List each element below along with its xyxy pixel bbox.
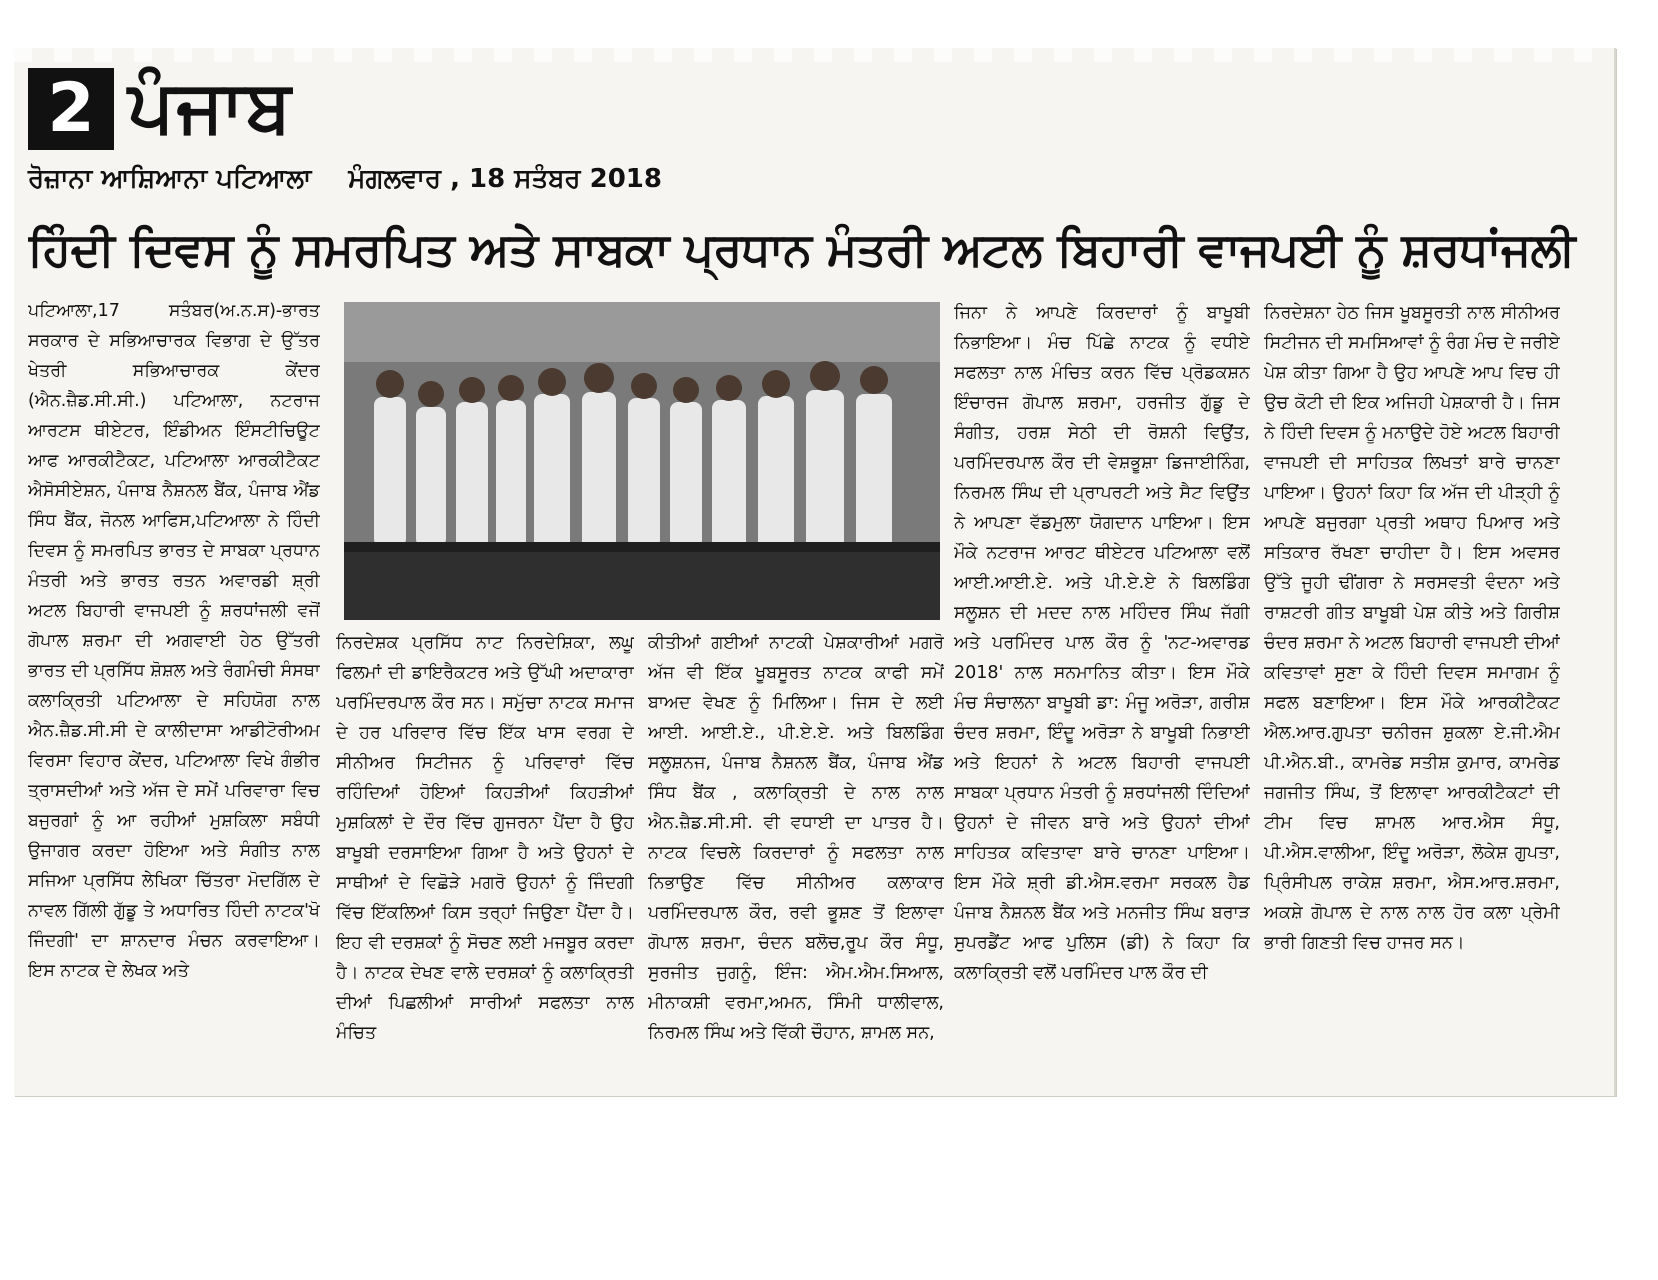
article-column-2: ਨਿਰਦੇਸ਼ਕ ਪ੍ਰਸਿੱਧ ਨਾਟ ਨਿਰਦੇਸ਼ਿਕਾ, ਲਘੂ ਫਿਲਮਾਂ ਦੀ ਡਾਇਰੈਕਟਰ ਅਤੇ ਉੱਘੀ ਅਦਾਕਾਰਾ ਪਰਮਿੰਦਰਪਾਲ ਕੌਰ ਸਨ। ਸਮੁੱਚਾ ਨਾਟਕ ਸਮਾਜ ਦੇ ਹਰ ਪਰਿਵਾਰ ਵਿੱਚ ਇੱਕ ਖਾਸ ਵਰਗ ਦੇ ਸੀਨੀਅਰ ਸਿਟੀਜਨ ਨੂੰ ਪਰਿਵਾਰਾਂ ਵਿੱਚ ਰਹਿੰਦਿਆਂ ਹੋਇਆਂ ਕਿਹੜੀਆਂ ਕਿਹੜੀਆਂ ਮੁਸ਼ਕਿਲਾਂ ਦੇ ਦੌਰ ਵਿੱਚ ਗੁਜਰਨਾ ਪੈਂਦਾ ਹੈ ਉਹ ਬਾਖੂਬੀ ਦਰਸਾਇਆ ਗਿਆ ਹੈ ਅਤੇ ਉਹਨਾਂ ਦੇ ਸਾਥੀਆਂ ਦੇ ਵਿਛੋੜੇ ਮਗਰੋ ਉਹਨਾਂ ਨੂੰ ਜਿੰਦਗੀ ਵਿੱਚ ਇੱਕਲਿਆਂ ਕਿਸ ਤਰ੍ਹਾਂ ਜਿਉਣਾ ਪੈਂਦਾ ਹੈ। ਇਹ ਵੀ ਦਰਸ਼ਕਾਂ ਨੂੰ ਸੋਚਣ ਲਈ ਮਜਬੂਰ ਕਰਦਾ ਹੈ। ਨਾਟਕ ਦੇਖਣ ਵਾਲੇ ਦਰਸ਼ਕਾਂ ਨੂੰ ਕਲਾਕ੍ਰਿਤੀ ਦੀਆਂ ਪਿਛਲੀਆਂ ਸਾਰੀਆਂ ਸਫਲਤਾ ਨਾਲ ਮੰਚਿਤ xyxy=(336,633,634,1043)
group-photo-illustration xyxy=(344,302,940,620)
article-column-1: ਪਟਿਆਲਾ,17 ਸਤੰਬਰ(ਅ.ਨ.ਸ)-ਭਾਰਤ ਸਰਕਾਰ ਦੇ ਸਭਿਆਚਾਰਕ ਵਿਭਾਗ ਦੇ ਉੱਤਰ ਖੇਤਰੀ ਸਭਿਆਚਾਰਕ ਕੇਂਦਰ (ਐਨ.ਜ਼ੈਡ.ਸੀ.ਸੀ.) ਪਟਿਆਲਾ, ਨਟਰਾਜ ਆਰਟਸ ਥੀਏਟਰ, ਇੰਡੀਅਨ ਇੰਸਟੀਚਿਊਟ ਆਫ ਆਰਕੀਟੈਕਟ, ਪਟਿਆਲਾ ਆਰਕੀਟੈਕਟ ਐਸੋਸੀਏਸ਼ਨ, ਪੰਜਾਬ ਨੈਸ਼ਨਲ ਬੈਂਕ, ਪੰਜਾਬ ਐਂਡ ਸਿੰਧ ਬੈਂਕ, ਜੋਨਲ ਆਫਿਸ,ਪਟਿਆਲਾ ਨੇ ਹਿੰਦੀ ਦਿਵਸ ਨੂੰ ਸਮਰਪਿਤ ਭਾਰਤ ਦੇ ਸਾਬਕਾ ਪ੍ਰਧਾਨ ਮੰਤਰੀ ਅਤੇ ਭਾਰਤ ਰਤਨ ਅਵਾਰਡੀ ਸ਼੍ਰੀ ਅਟਲ ਬਿਹਾਰੀ ਵਾਜਪਈ ਨੂੰ ਸ਼ਰਧਾਂਜਲੀ ਵਜੋਂ ਗੋਪਾਲ ਸ਼ਰਮਾ ਦੀ ਅਗਵਾਈ ਹੇਠ ਉੱਤਰੀ ਭਾਰਤ ਦੀ ਪ੍ਰਸਿੱਧ ਸ਼ੋਸ਼ਲ ਅਤੇ ਰੰਗਮੰਚੀ ਸੰਸਥਾ ਕਲਾਕ੍ਰਿਤੀ ਪਟਿਆਲਾ ਦੇ ਸਹਿਯੋਗ ਨਾਲ ਐਨ.ਜ਼ੈਡ.ਸੀ.ਸੀ ਦੇ ਕਾਲੀਦਾਸਾ ਆਡੀਟੋਰੀਅਮ ਵਿਰਸਾ ਵਿਹਾਰ ਕੇਂਦਰ, ਪਟਿਆਲਾ ਵਿਖੇ ਗੰਭੀਰ ਤ੍ਰਾਸਦੀਆਂ ਅਤੇ ਅੱਜ ਦੇ ਸਮੇਂ ਪਰਿਵਾਰਾ ਵਿਚ ਬਜੁਰਗਾਂ ਨੂੰ ਆ ਰਹੀਆਂ ਮੁਸ਼ਕਿਲਾ ਸਬੰਧੀ ਉਜਾਗਰ ਕਰਦਾ ਹੋਇਆ ਅਤੇ ਸੰਗੀਤ ਨਾਲ ਸਜਿਆ ਪ੍ਰਸਿੱਧ ਲੇਖਿਕਾ ਚਿੱਤਰਾ ਮੋਦਗਿੱਲ ਦੇ ਨਾਵਲ ਗਿੱਲੀ ਗੁੱਡੂ ਤੇ ਅਧਾਰਿਤ ਹਿੰਦੀ ਨਾਟਕ'ਖੋ ਜਿੰਦਗੀ' ਦਾ ਸ਼ਾਨਦਾਰ ਮੰਚਨ ਕਰਵਾਇਆ। ਇਸ ਨਾਟਕ ਦੇ ਲੇਖਕ ਅਤੇ xyxy=(28,301,320,981)
section-name: ਪੰਜਾਬ xyxy=(128,64,293,148)
paper-name: ਰੋਜ਼ਾਨਾ ਆਸ਼ਿਆਨਾ ਪਟਿਆਲਾ xyxy=(28,164,312,194)
article-column-5: ਨਿਰਦੇਸ਼ਨਾ ਹੇਠ ਜਿਸ ਖੂਬਸੂਰਤੀ ਨਾਲ ਸੀਨੀਅਰ ਸਿਟੀਜਨ ਦੀ ਸਮਸਿਆਵਾਂ ਨੂੰ ਰੰਗ ਮੰਚ ਦੇ ਜਰੀਏ ਪੇਸ਼ ਕੀਤਾ ਗਿਆ ਹੈ ਉਹ ਆਪਣੇ ਆਪ ਵਿਚ ਹੀ ਉਚ ਕੋਟੀ ਦੀ ਇਕ ਅਜਿਹੀ ਪੇਸ਼ਕਾਰੀ ਹੈ। ਜਿਸ ਨੇ ਹਿੰਦੀ ਦਿਵਸ ਨੂੰ ਮਨਾਉਦੇ ਹੋਏ ਅਟਲ ਬਿਹਾਰੀ ਵਾਜਪਈ ਦੀ ਸਾਹਿਤਕ ਲਿਖਤਾਂ ਬਾਰੇ ਚਾਨਣਾ ਪਾਇਆ। ਉਹਨਾਂ ਕਿਹਾ ਕਿ ਅੱਜ ਦੀ ਪੀੜ੍ਹੀ ਨੂੰ ਆਪਣੇ ਬਜੁਰਗਾ ਪ੍ਰਤੀ ਅਥਾਹ ਪਿਆਰ ਅਤੇ ਸਤਿਕਾਰ ਰੱਖਣਾ ਚਾਹੀਦਾ ਹੈ। ਇਸ ਅਵਸਰ ਉੱਤੇ ਜੂਹੀ ਢੀਂਗਰਾ ਨੇ ਸਰਸਵਤੀ ਵੰਦਨਾ ਅਤੇ ਰਾਸ਼ਟਰੀ ਗੀਤ ਬਾਖੂਬੀ ਪੇਸ਼ ਕੀਤੇ ਅਤੇ ਗਿਰੀਸ਼ ਚੰਦਰ ਸ਼ਰਮਾ ਨੇ ਅਟਲ ਬਿਹਾਰੀ ਵਾਜਪਈ ਦੀਆਂ ਕਵਿਤਾਵਾਂ ਸੁਣਾ ਕੇ ਹਿੰਦੀ ਦਿਵਸ ਸਮਾਗਮ ਨੂੰ ਸਫਲ ਬਣਾਇਆ। ਇਸ ਮੌਕੇ ਆਰਕੀਟੈਕਟ ਐਲ.ਆਰ.ਗੁਪਤਾ ਚਨੀਰਜ ਸ਼ੁਕਲਾ ਏ.ਜੀ.ਐਮ ਪੀ.ਐਨ.ਬੀ., ਕਾਮਰੇਡ ਸਤੀਸ਼ ਕੁਮਾਰ, ਕਾਮਰੇਡ ਜਗਜੀਤ ਸਿੰਘ, ਤੋਂ ਇਲਾਵਾ ਆਰਕੀਟੈਕਟਾਂ ਦੀ ਟੀਮ ਵਿਚ ਸ਼ਾਮਲ ਆਰ.ਐਸ ਸੰਧੂ, ਪੀ.ਐਸ.ਵਾਲੀਆ, ਇੰਦੂ ਅਰੋੜਾ, ਲੋਕੇਸ਼ ਗੁਪਤਾ, ਪ੍ਰਿੰਸੀਪਲ ਰਾਕੇਸ਼ ਸ਼ਰਮਾ, ਐਸ.ਆਰ.ਸ਼ਰਮਾ, ਅਕਸ਼ੇ ਗੋਪਾਲ ਦੇ ਨਾਲ ਨਾਲ ਹੋਰ ਕਲਾ ਪ੍ਰੇਮੀ ਭਾਰੀ ਗਿਣਤੀ ਵਿਚ ਹਾਜਰ ਸਨ। xyxy=(1264,303,1560,953)
event-photo xyxy=(344,302,940,620)
masthead xyxy=(28,64,928,194)
article-column-3: ਕੀਤੀਆਂ ਗਈਆਂ ਨਾਟਕੀ ਪੇਸ਼ਕਾਰੀਆਂ ਮਗਰੋ ਅੱਜ ਵੀ ਇੱਕ ਖੂਬਸੂਰਤ ਨਾਟਕ ਕਾਫੀ ਸਮੇਂ ਬਾਅਦ ਵੇਖਣ ਨੂੰ ਮਿਲਿਆ। ਜਿਸ ਦੇ ਲਈ ਆਈ. ਆਈ.ਏ., ਪੀ.ਏ.ਏ. ਅਤੇ ਬਿਲਡਿੰਗ ਸਲੂਸ਼ਨਜ, ਪੰਜਾਬ ਨੈਸ਼ਨਲ ਬੈਂਕ, ਪੰਜਾਬ ਐਂਡ ਸਿੰਧ ਬੈਂਕ , ਕਲਾਕ੍ਰਿਤੀ ਦੇ ਨਾਲ ਨਾਲ ਐਨ.ਜ਼ੈਡ.ਸੀ.ਸੀ. ਵੀ ਵਧਾਈ ਦਾ ਪਾਤਰ ਹੈ। ਨਾਟਕ ਵਿਚਲੇ ਕਿਰਦਾਰਾਂ ਨੂੰ ਸਫਲਤਾ ਨਾਲ ਨਿਭਾਉਣ ਵਿੱਚ ਸੀਨੀਅਰ ਕਲਾਕਾਰ ਪਰਮਿੰਦਰਪਾਲ ਕੌਰ, ਰਵੀ ਭੂਸ਼ਣ ਤੋਂ ਇਲਾਵਾ ਗੋਪਾਲ ਸ਼ਰਮਾ, ਚੰਦਨ ਬਲੋਚ,ਰੂਪ ਕੌਰ ਸੰਧੂ, ਸੁਰਜੀਤ ਜੁਗਨੂੰ, ਇੰਜ: ਐਮ.ਐਮ.ਸਿਆਲ, ਮੀਨਾਕਸ਼ੀ ਵਰਮਾ,ਅਮਨ, ਸਿੰਮੀ ਧਾਲੀਵਾਲ, ਨਿਰਮਲ ਸਿੰਘ ਅਤੇ ਵਿੱਕੀ ਚੌਹਾਨ, ਸ਼ਾਮਲ ਸਨ, xyxy=(648,633,944,1043)
page-number: 2 xyxy=(28,68,114,150)
issue-date: ਮੰਗਲਵਾਰ , 18 ਸਤੰਬਰ 2018 xyxy=(348,164,662,194)
paper-line xyxy=(28,164,662,195)
newspaper-clipping xyxy=(14,48,1616,1096)
article-column-4: ਜਿਨਾ ਨੇ ਆਪਣੇ ਕਿਰਦਾਰਾਂ ਨੂੰ ਬਾਖੂਬੀ ਨਿਭਾਇਆ। ਮੰਚ ਪਿੱਛੇ ਨਾਟਕ ਨੂੰ ਵਧੀਏ ਸਫਲਤਾ ਨਾਲ ਮੰਚਿਤ ਕਰਨ ਵਿੱਚ ਪ੍ਰੋਡਕਸ਼ਨ ਇੰਚਾਰਜ ਗੋਪਾਲ ਸ਼ਰਮਾ, ਹਰਜੀਤ ਗੁੱਡੂ ਦੇ ਸੰਗੀਤ, ਹਰਸ਼ ਸੇਠੀ ਦੀ ਰੋਸ਼ਨੀ ਵਿਉਂਤ, ਪਰਮਿੰਦਰਪਾਲ ਕੌਰ ਦੀ ਵੇਸ਼ਭੂਸ਼ਾ ਡਿਜਾਈਨਿੰਗ, ਨਿਰਮਲ ਸਿੰਘ ਦੀ ਪ੍ਰਾਪਰਟੀ ਅਤੇ ਸੈਟ ਵਿਉਂਤ ਨੇ ਆਪਣਾ ਵੱਡਮੁਲਾ ਯੋਗਦਾਨ ਪਾਇਆ। ਇਸ ਮੌਕੇ ਨਟਰਾਜ ਆਰਟ ਥੀਏਟਰ ਪਟਿਆਲਾ ਵਲੋਂ ਆਈ.ਆਈ.ਏ. ਅਤੇ ਪੀ.ਏ.ਏ ਨੇ ਬਿਲਡਿੰਗ ਸਲੂਸ਼ਨ ਦੀ ਮਦਦ ਨਾਲ ਮਹਿੰਦਰ ਸਿੰਘ ਜੱਗੀ ਅਤੇ ਪਰਮਿੰਦਰ ਪਾਲ ਕੌਰ ਨੂੰ 'ਨਟ-ਅਵਾਰਡ 2018' ਨਾਲ ਸਨਮਾਨਿਤ ਕੀਤਾ। ਇਸ ਮੌਕੇ ਮੰਚ ਸੰਚਾਲਨਾ ਬਾਖੂਬੀ ਡਾ: ਮੰਜੂ ਅਰੋੜਾ, ਗਰੀਸ਼ ਚੰਦਰ ਸ਼ਰਮਾ, ਇੰਦੂ ਅਰੋੜਾ ਨੇ ਬਾਖੂਬੀ ਨਿਭਾਈ ਅਤੇ ਇਹਨਾਂ ਨੇ ਅਟਲ ਬਿਹਾਰੀ ਵਾਜਪਈ ਸਾਬਕਾ ਪ੍ਰਧਾਨ ਮੰਤਰੀ ਨੂੰ ਸ਼ਰਧਾਂਜਲੀ ਦਿੰਦਿਆਂ ਉਹਨਾਂ ਦੇ ਜੀਵਨ ਬਾਰੇ ਅਤੇ ਉਹਨਾਂ ਦੀਆਂ ਸਾਹਿਤਕ ਕਵਿਤਾਵਾ ਬਾਰੇ ਚਾਨਣਾ ਪਾਇਆ। ਇਸ ਮੌਕੇ ਸ਼੍ਰੀ ਡੀ.ਐਸ.ਵਰਮਾ ਸਰਕਲ ਹੈਡ ਪੰਜਾਬ ਨੈਸ਼ਨਲ ਬੈਂਕ ਅਤੇ ਮਨਜੀਤ ਸਿੰਘ ਬਰਾੜ ਸੁਪਰਡੈਂਟ ਆਫ ਪੁਲਿਸ (ਡੀ) ਨੇ ਕਿਹਾ ਕਿ ਕਲਾਕ੍ਰਿਤੀ ਵਲੋਂ ਪਰਮਿੰਦਰ ਪਾਲ ਕੌਰ ਦੀ xyxy=(954,303,1250,983)
article-headline: ਹਿੰਦੀ ਦਿਵਸ ਨੂੰ ਸਮਰਪਿਤ ਅਤੇ ਸਾਬਕਾ ਪ੍ਰਧਾਨ ਮੰਤਰੀ ਅਟਲ ਬਿਹਾਰੀ ਵਾਜਪਈ ਨੂੰ ਸ਼ਰਧਾਂਜਲੀ xyxy=(28,222,1575,276)
